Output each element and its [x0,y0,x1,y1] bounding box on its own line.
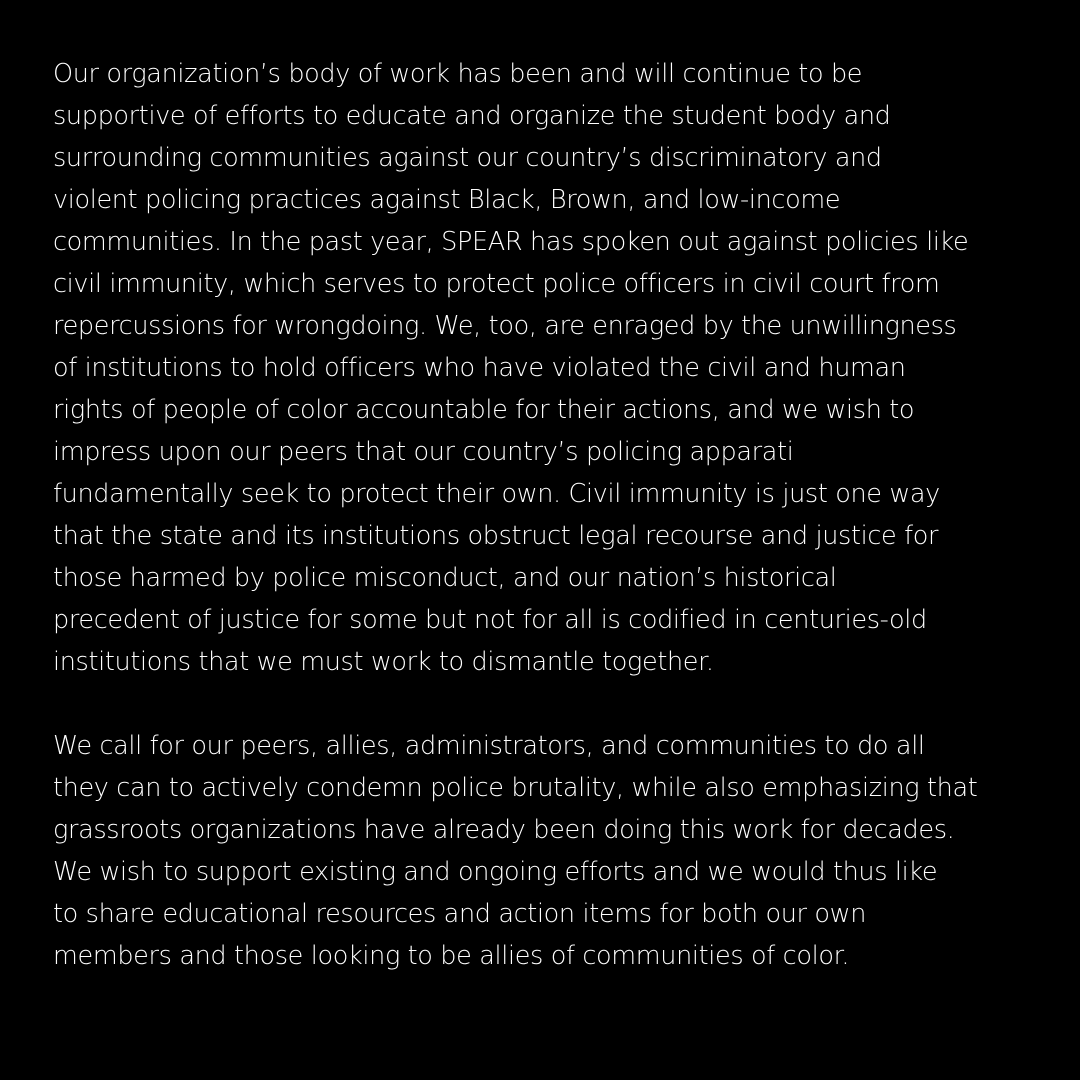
text-line: fundamentally seek to protect their own. Civil immunity is just one way [53,479,940,509]
text-line: We wish to support existing and ongoing efforts and we would thus like [53,857,938,887]
statement-text-block [53,53,1073,977]
text-line: surrounding communities against our country’s discriminatory and [53,143,882,173]
text-line: grassroots organizations have already been doing this work for decades. [53,815,955,845]
text-line: to share educational resources and action items for both our own [53,899,866,929]
text-line: they can to actively condemn police brutality, while also emphasizing that [53,773,978,803]
text-line: of institutions to hold officers who have violated the civil and human [53,353,906,383]
text-line: Our organization’s body of work has been and will continue to be [53,59,863,89]
text-line: those harmed by police misconduct, and our nation’s historical [53,563,837,593]
text-line: violent policing practices against Black, Brown, and low-income [53,185,841,215]
paragraph-spacer [53,683,1073,725]
text-line: members and those looking to be allies of communities of color. [53,941,850,971]
text-line: precedent of justice for some but not for all is codified in centuries-old [53,605,927,635]
text-line: institutions that we must work to dismantle together. [53,647,714,677]
text-line: communities. In the past year, SPEAR has spoken out against policies like [53,227,969,257]
text-line: repercussions for wrongdoing. We, too, are enraged by the unwillingness [53,311,957,341]
text-line: rights of people of color accountable for their actions, and we wish to [53,395,915,425]
text-line: impress upon our peers that our country’s policing apparati [53,437,794,467]
paragraph-2 [53,725,1073,977]
text-line: supportive of efforts to educate and organize the student body and [53,101,891,131]
text-line: We call for our peers, allies, administrators, and communities to do all [53,731,925,761]
text-line: that the state and its institutions obstruct legal recourse and justice for [53,521,939,551]
text-line: civil immunity, which serves to protect police officers in civil court from [53,269,940,299]
paragraph-1 [53,53,1073,683]
